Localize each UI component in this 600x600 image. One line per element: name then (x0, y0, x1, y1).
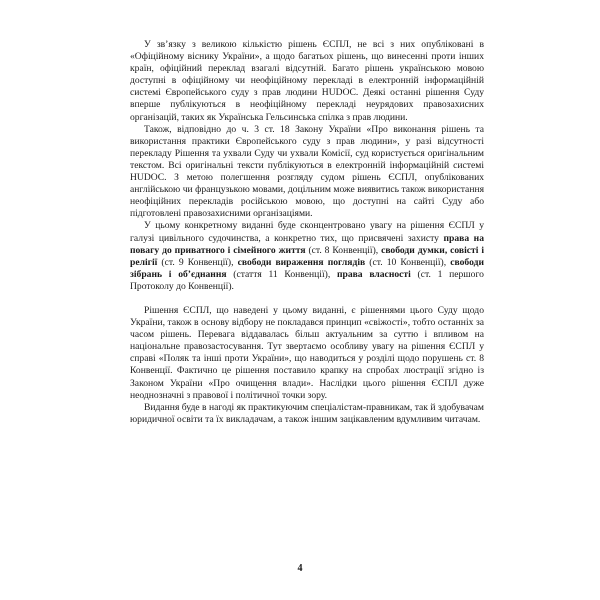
paragraph (130, 124, 484, 221)
text-segment: (ст. 9 Конвенції), (157, 256, 238, 268)
text-segment: Видання буде в нагоді як практикуючим спеціалістам-правникам, так й здобувачам юридичної освіти та їх викладачам, а також іншим зацікавленим вдумливим читачам. (130, 401, 484, 425)
text-segment: У зв’язку з великою кількістю рішень ЄСПЛ, не всі з них опубліковані в «Офіційному віснику України», а щодо багатьох рішень, що винесенні проти інших країн, офіційний переклад взагалі відсутній. Багато рішень українською мовою доступні в офіційному чи неофіційному перекладі в електронній інформаційній системі Європейського суду з прав людини HUDOC. Деякі останні рішення Суду вперше публікуються в неофіційному перекладі неурядових правозахисних організацій, таких як Українська Гельсинська спілка з прав людини. (130, 39, 484, 123)
paragraph (130, 305, 484, 402)
bold-text-segment: свободи зібрань і об’єднання (130, 256, 484, 280)
body-text (130, 39, 484, 426)
paragraph (130, 220, 484, 293)
bold-text-segment: свободи вираження поглядів (237, 256, 366, 268)
text-segment: (стаття 11 Конвенції), (226, 268, 337, 280)
paragraph (130, 39, 484, 124)
bold-text-segment: права на повагу до приватного і сімейного життя (130, 232, 484, 256)
text-segment: У цьому конкретному виданні буде сконцентровано увагу на рішення ЄСПЛ у галузі цивільного судочинства, а конкретно тих, що присвячені захисту (130, 220, 484, 244)
text-segment: Також, відповідно до ч. 3 ст. 18 Закону України «Про виконання рішень та використання практики Європейського суду з прав людини», у разі відсутності перекладу Рішення та ухвали Суду чи ухвали Комісії, суд користується оригінальним текстом. Всі оригінальні тексти публікуються в електронній інформаційній системі HUDOC. З метою полегшення розгляду судом рішень ЄСПЛ, опублікованих англійською чи французькою мовами, доцільним може виявитись також використання неофіційних перекладів російською мовою, що доступні на сайті Суду або підготовлені правозахисними організаціями. (130, 123, 484, 220)
text-segment: (ст. 1 першого Протоколу до Конвенції). (130, 268, 484, 292)
bold-text-segment: свободи думки, совісті і релігії (130, 244, 484, 268)
paragraph (130, 402, 484, 426)
bold-text-segment: права власності (336, 268, 411, 280)
text-segment: (ст. 10 Конвенції), (365, 256, 451, 268)
text-segment: (ст. 8 Конвенції), (305, 244, 382, 256)
page-number: 4 (297, 563, 303, 574)
text-segment: Рішення ЄСПЛ, що наведені у цьому виданні, є рішеннями цього Суду щодо України, також в основу відбору не покладався принцип «свіжості», тобто останніх за часом рішень. Перевага віддавалась більш актуальним за суттю і впливом на національне правозастосування. Тут звертаємо особливу увагу на рішення ЄСПЛ у справі «Поляк та інші проти України», що наводиться у розділі щодо порушень ст. 8 Конвенції. Фактично це рішення поставило крапку на спробах люстрації згідно із Законом України «Про очищення влади». Наслідки цього рішення ЄСПЛ дуже неоднозначні з правової і політичної точки зору. (130, 304, 484, 401)
